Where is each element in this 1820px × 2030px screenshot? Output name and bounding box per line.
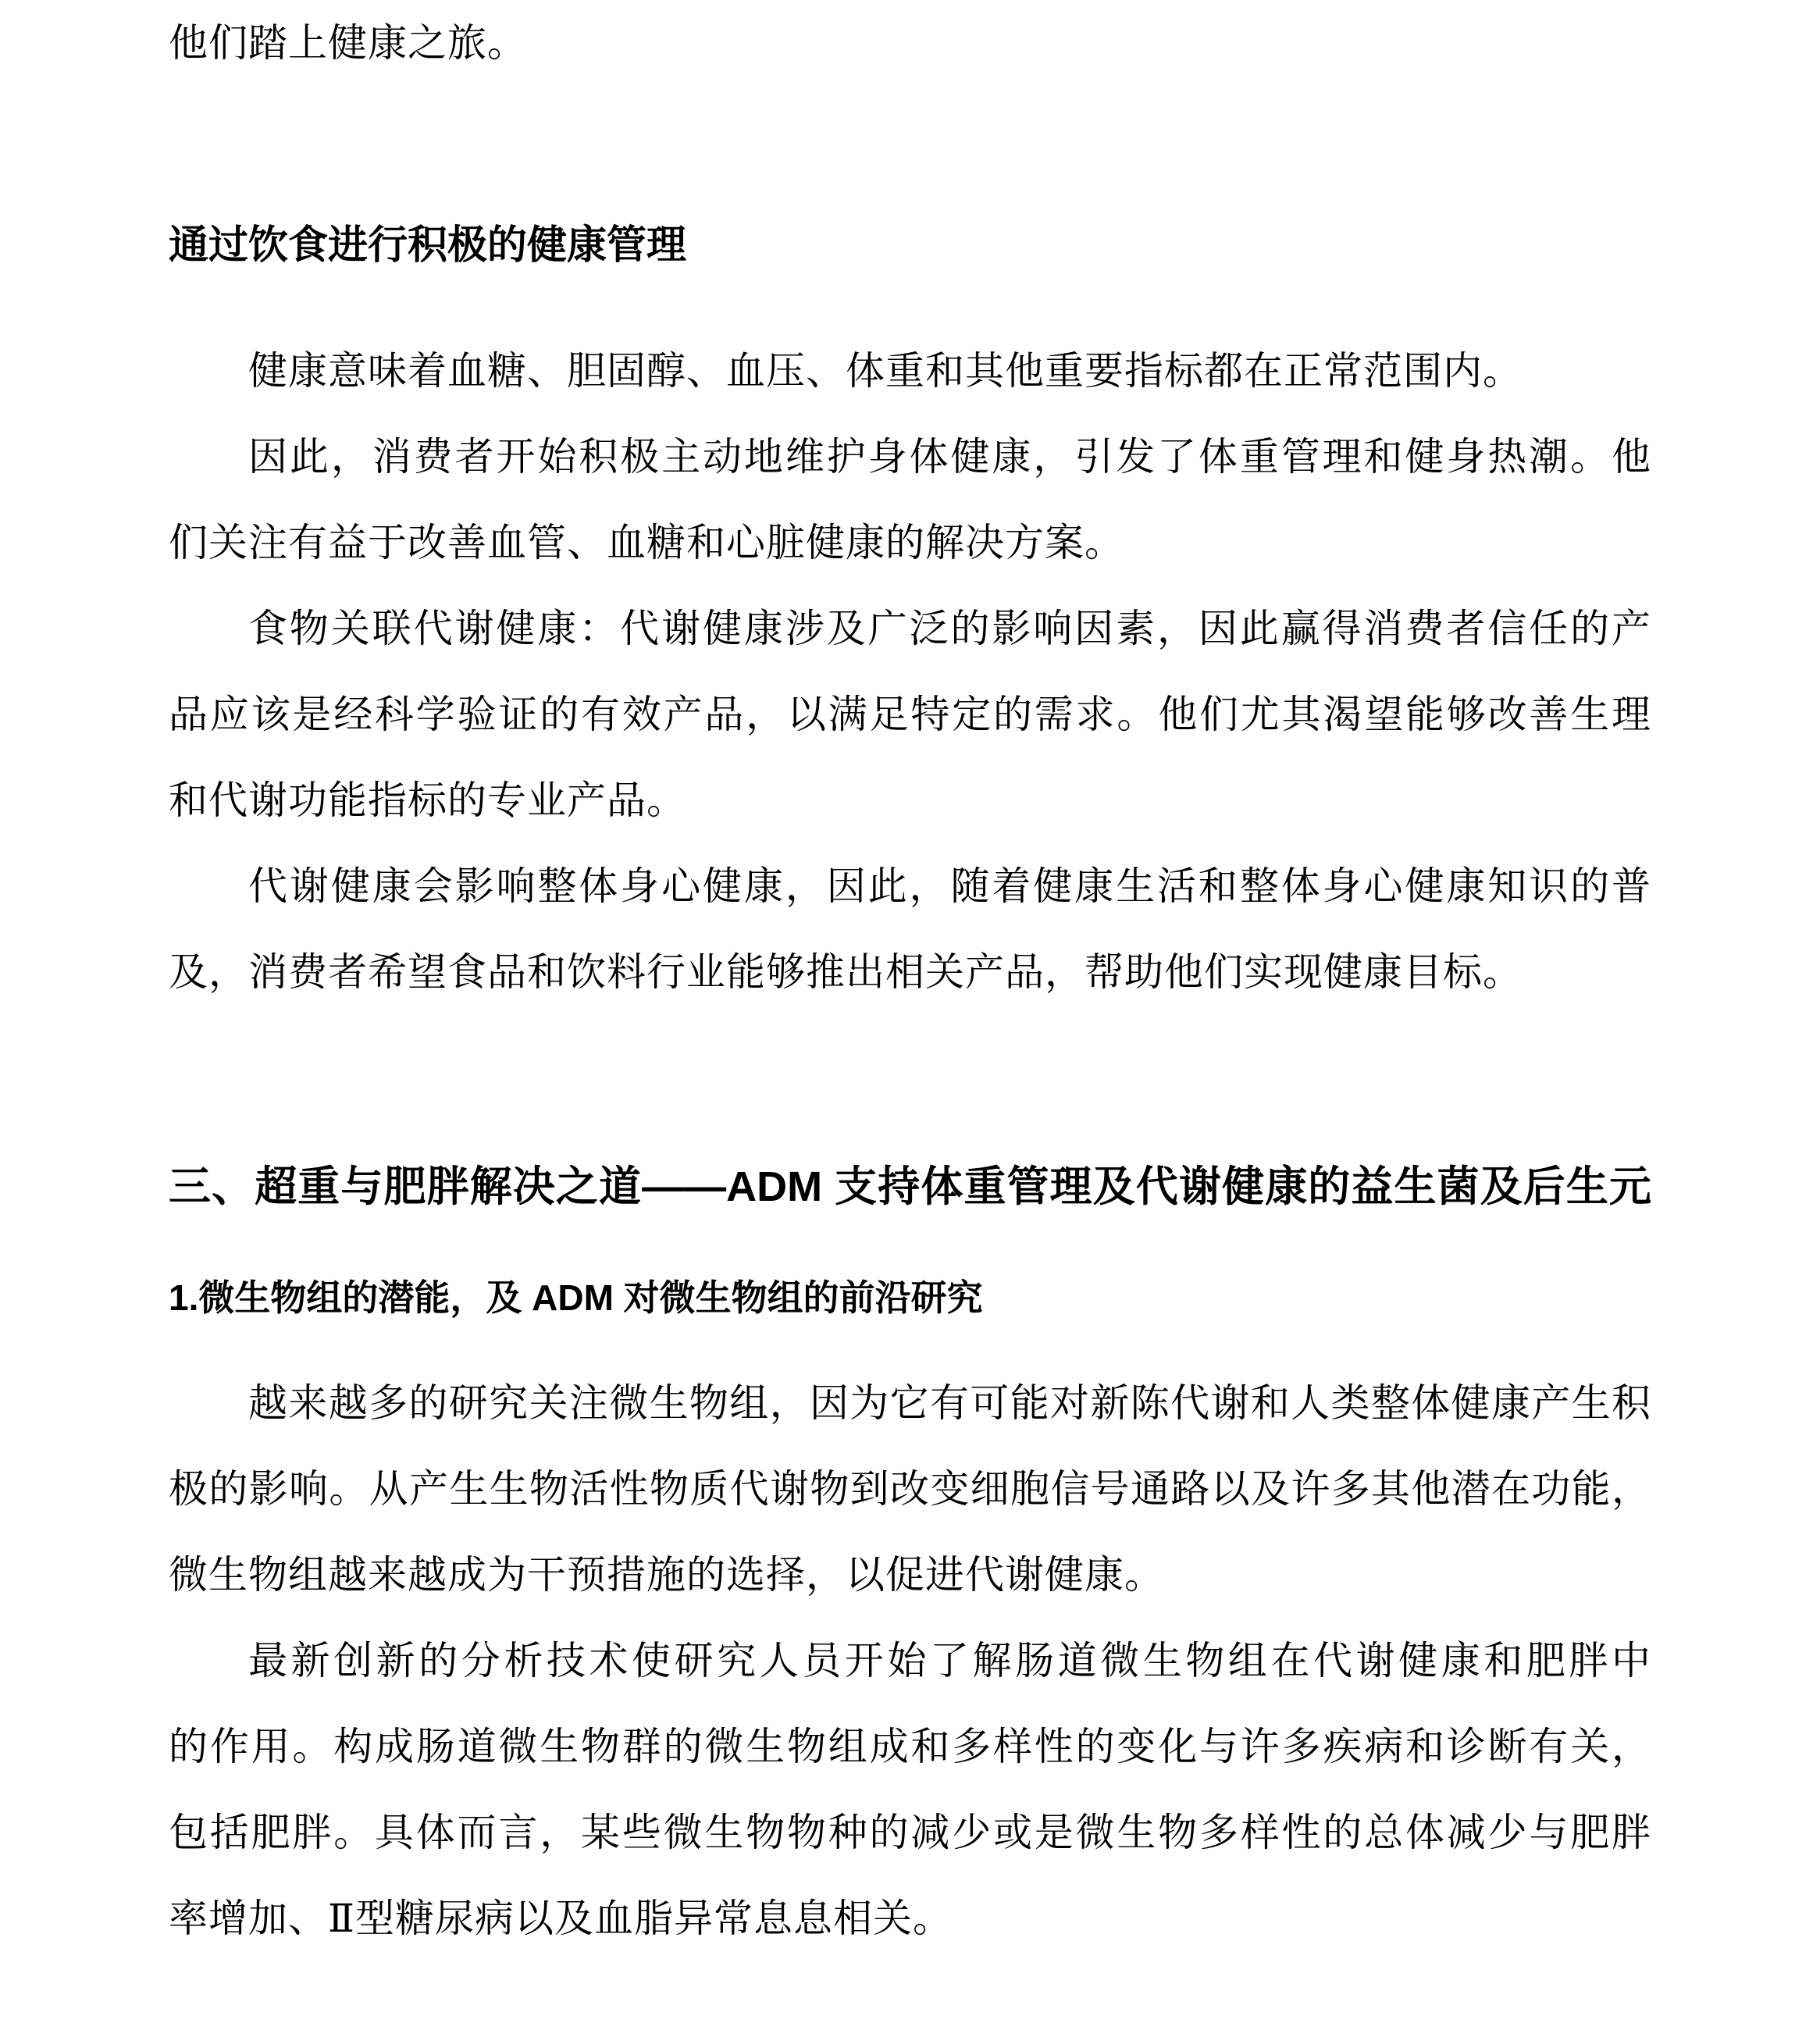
paragraph (169, 843, 1651, 1015)
text-line: 代谢健康会影响整体身心健康，因此，随着健康生活和整体身心健康知识的普 (248, 864, 1651, 908)
section-heading: 通过饮食进行积极的健康管理 (169, 224, 687, 268)
text-line: 最新创新的分析技术使研究人员开始了解肠道微生物组在代谢健康和肥胖中 (248, 1639, 1651, 1683)
text-line: 品应该是经科学验证的有效产品，以满足特定的需求。他们尤其渴望能够改善生理 (169, 693, 1651, 736)
paragraph (169, 1618, 1651, 1961)
subsection-heading: 1.微生物组的潜能，及 ADM 对微生物组的前沿研究 (169, 1277, 983, 1318)
paragraph (169, 0, 1651, 86)
text-line: 极的影响。从产生生物活性物质代谢物到改变细胞信号通路以及许多其他潜在功能， (169, 1467, 1651, 1511)
text-line: 因此，消费者开始积极主动地维护身体健康，引发了体重管理和健身热潮。他 (248, 435, 1651, 479)
text-line: 的作用。构成肠道微生物群的微生物组成和多样性的变化与许多疾病和诊断有关， (169, 1725, 1651, 1768)
text-line: 们关注有益于改善血管、血糖和心脏健康的解决方案。 (169, 521, 1124, 564)
text-line: 包括肥胖。具体而言，某些微生物物种的减少或是微生物多样性的总体减少与肥胖 (169, 1811, 1651, 1854)
paragraph (169, 414, 1651, 586)
text-line: 及，消费者希望食品和饮料行业能够推出相关产品，帮助他们实现健康目标。 (169, 950, 1523, 994)
text-line: 食物关联代谢健康：代谢健康涉及广泛的影响因素，因此赢得消费者信任的产 (248, 607, 1651, 650)
chapter-heading: 三、超重与肥胖解决之道——ADM 支持体重管理及代谢健康的益生菌及后生元 (169, 1163, 1651, 1210)
text-line: 和代谢功能指标的专业产品。 (169, 778, 686, 822)
paragraph (169, 586, 1651, 843)
text-line: 越来越多的研究关注微生物组，因为它有可能对新陈代谢和人类整体健康产生积 (248, 1381, 1651, 1425)
text-line: 他们踏上健康之旅。 (169, 21, 527, 65)
text-line: 微生物组越来越成为干预措施的选择，以促进代谢健康。 (169, 1553, 1164, 1597)
paragraph (169, 1360, 1651, 1618)
text-line: 率增加、Ⅱ型糖尿病以及血脂异常息息相关。 (169, 1896, 953, 1940)
paragraph (169, 328, 1651, 414)
text-line: 健康意味着血糖、胆固醇、血压、体重和其他重要指标都在正常范围内。 (248, 349, 1523, 393)
